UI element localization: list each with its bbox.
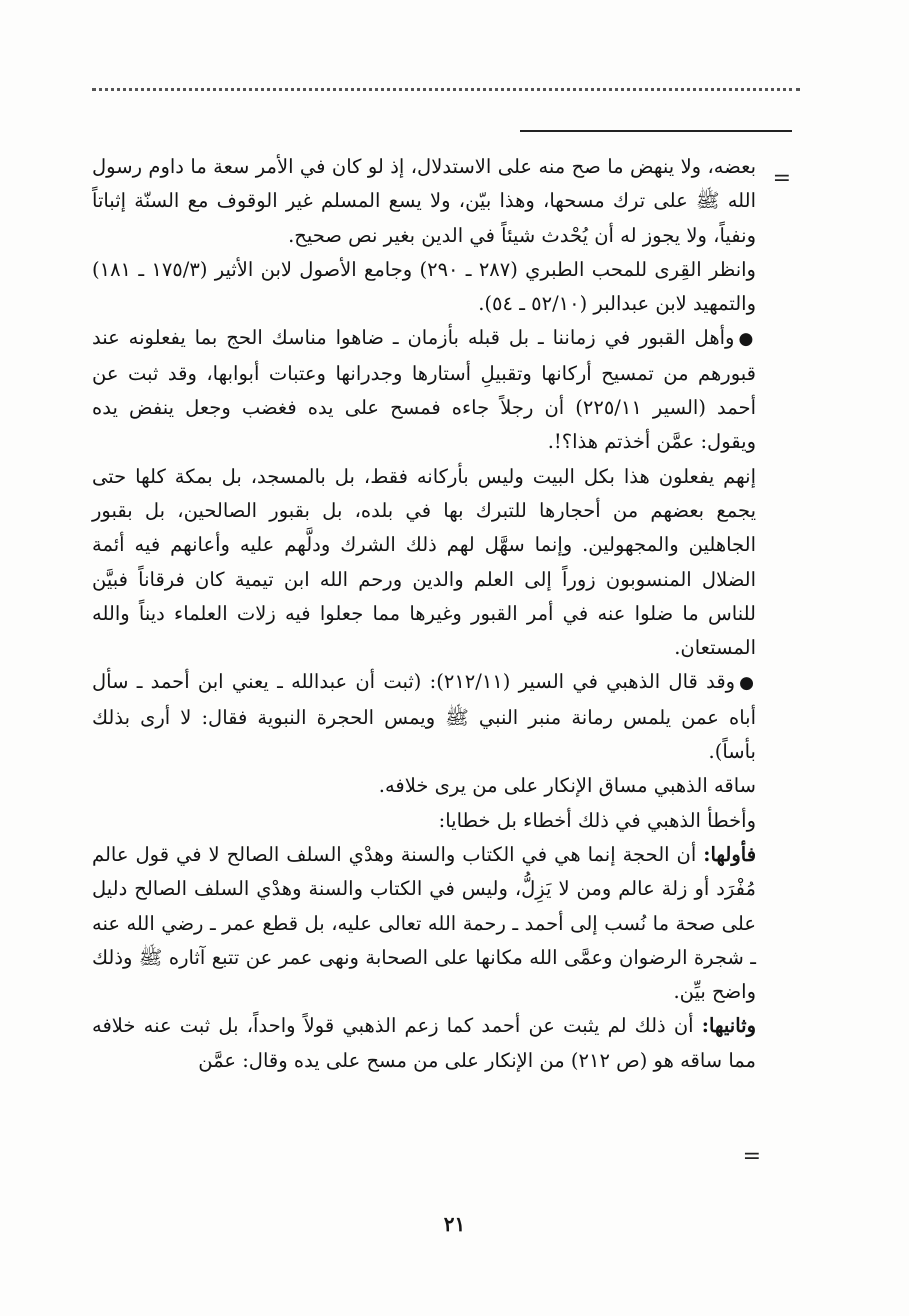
paragraph-text: بعضه، ولا ينهض ما صح منه على الاستدلال، إذ لو كان في الأمر سعة ما داوم رسول الله ﷺ على ترك مسحها، وهذا بيّن، ولا يسع المسلم غير الوقوف مع السنّة إثباتاً ونفياً، ولا يجوز له أن يُحْدث شيئاً في الدين بغير نص صحيح.: [92, 155, 756, 247]
continuation-mark-bottom: =: [742, 1144, 761, 1169]
paragraph-text: إنهم يفعلون هذا بكل البيت وليس بأركانه فقط، بل بالمسجد، بل بمكة كلها حتى يجمع بعضهم من أحجارها للتبرك بها في بلده، بل بقبور الصالحين، بل بقبور الجاهلين والمجهولين. وإنما سهَّل لهم ذلك الشرك ودلَّهم عليه وأعانهم فيه أئمة الضلال المنسوبون زوراً إلى العلم والدين ورحم الله ابن تيمية كان فرقاناً فبيَّن للناس ما ضلوا عنه في أمر القبور وغيرها مما جعلوا فيه زلات العلماء ديناً والله المستعان.: [92, 464, 756, 660]
bullet-icon: ●: [738, 329, 756, 350]
paragraph: [92, 253, 756, 322]
paragraph-text: وأهل القبور في زماننا ـ بل قبله بأزمان ـ ضاهوا مناسك الحج بما يفعلونه عند قبورهم من تمسيح أركانها وتقبيلِ أستارها وجدرانها وعتبات أبوابها، وقد ثبت عن أحمد (السير ٢٢٥/١١) أن رجلاً جاءه فمسح على يده فغضب وجعل ينفض يده ويقول: عمَّن أخذتم هذا؟!.: [92, 326, 757, 454]
paragraph: [92, 321, 756, 459]
paragraph-text: وأخطأ الذهبي في ذلك أخطاء بل خطايا:: [438, 808, 756, 832]
bullet-icon: ●: [739, 673, 756, 694]
paragraph-text: ساقه الذهبي مساق الإنكار على من يرى خلافه.: [378, 774, 756, 798]
paragraph: [92, 804, 756, 838]
paragraph: [92, 769, 756, 803]
page-number: ٢١: [443, 1212, 466, 1236]
continuation-mark-top: =: [772, 166, 791, 191]
paragraph: [92, 1009, 756, 1078]
run-in-heading: وثانيها:: [701, 1014, 756, 1038]
paragraph: [92, 460, 756, 666]
paragraph-text: أن الحجة إنما هي في الكتاب والسنة وهدْي السلف الصالح لا في قول عالم مُفْرَد أو زلة عالم ومن لا يَزِلُّ، وليس في الكتاب والسنة وهدْي السلف الصالح دليل على صحة ما نُسب إلى أحمد ـ رحمة الله تعالى عليه، بل قطع عمر ـ رضي الله عنه ـ شجرة الرضوان وعمَّى الله مكانها على الصحابة ونهى عمر عن تتبع آثاره ﷺ وذلك واضح بيِّن.: [92, 842, 756, 1004]
paragraph-text: أن ذلك لم يثبت عن أحمد كما زعم الذهبي قولاً واحداً، بل ثبت عنه خلافه مما ساقه هو (ص ٢١٢) من الإنكار على من مسح على يده وقال: عمَّن: [92, 1014, 756, 1072]
footnote-separator: [520, 130, 792, 132]
paragraph: [92, 150, 756, 253]
page-body: [92, 150, 756, 1078]
dotted-header-rule: [92, 88, 800, 91]
run-in-heading: فأولها:: [703, 842, 757, 866]
paragraph-text: وانظر القِرى للمحب الطبري (٢٨٧ ـ ٢٩٠) وجامع الأصول لابن الأثير (١٧٥/٣ ـ ١٨١) والتمهيد لابن عبدالبر (٥٢/١٠ ـ ٥٤).: [92, 257, 756, 316]
paragraph: [92, 665, 756, 769]
paragraph: [92, 838, 756, 1009]
paragraph-text: وقد قال الذهبي في السير (٢١٢/١١): (ثبت أن عبدالله ـ يعني ابن أحمد ـ سأل أباه عمن يلمس رمانة منبر النبي ﷺ ويمس الحجرة النبوية فقال: لا أرى بذلك بأساً).: [92, 670, 756, 764]
